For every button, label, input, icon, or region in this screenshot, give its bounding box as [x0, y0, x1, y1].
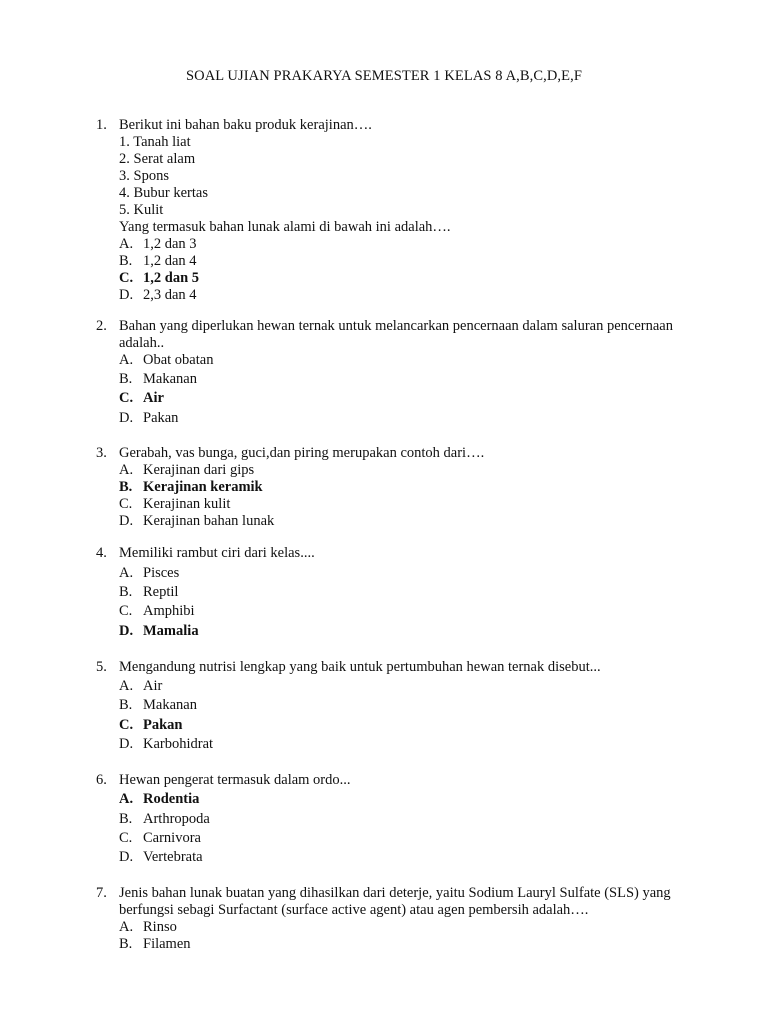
answer-option — [119, 697, 197, 714]
option-letter: B. — [119, 936, 133, 952]
option-letter: A. — [119, 565, 134, 581]
option-text: Vertebrata — [143, 849, 203, 865]
option-letter: A. — [119, 462, 134, 478]
option-text: Karbohidrat — [143, 736, 214, 752]
answer-option — [119, 565, 179, 582]
answer-option — [119, 919, 177, 936]
option-letter: C. — [119, 390, 134, 406]
answer-option-correct — [119, 791, 199, 808]
answer-option — [119, 678, 162, 695]
option-text: Arthropoda — [143, 811, 210, 827]
answer-option — [119, 236, 197, 253]
list-item: 2. Serat alam — [119, 151, 196, 167]
answer-option — [119, 352, 213, 369]
option-letter: B. — [119, 697, 133, 713]
option-letter: D. — [119, 410, 134, 426]
option-text: 2,3 dan 4 — [143, 287, 197, 303]
option-letter: C. — [119, 830, 133, 846]
list-item: 4. Bubur kertas — [119, 185, 208, 201]
question-number: 1. — [96, 117, 107, 133]
option-letter: D. — [119, 513, 134, 529]
list-item: 1. Tanah liat — [119, 134, 191, 150]
answer-option — [119, 830, 201, 847]
answer-option-correct — [119, 270, 199, 287]
option-letter: A. — [119, 352, 134, 368]
question-number: 2. — [96, 318, 107, 334]
option-text: 1,2 dan 5 — [143, 270, 200, 286]
option-text: Makanan — [143, 371, 197, 387]
option-text: 1,2 dan 4 — [143, 253, 197, 269]
answer-option-correct — [119, 390, 164, 407]
option-text: Kerajinan bahan lunak — [143, 513, 275, 529]
option-letter: D. — [119, 736, 134, 752]
option-text: Mamalia — [143, 623, 199, 639]
option-letter: C. — [119, 270, 134, 286]
option-text: Makanan — [143, 697, 197, 713]
question-stem: Memiliki rambut ciri dari kelas.... — [119, 545, 315, 561]
option-letter: B. — [119, 371, 133, 387]
option-text: 1,2 dan 3 — [143, 236, 197, 252]
answer-option — [119, 410, 178, 427]
option-letter: C. — [119, 717, 134, 733]
answer-option — [119, 513, 274, 530]
option-text: Pisces — [143, 565, 180, 581]
option-text: Kerajinan kulit — [143, 496, 231, 512]
option-letter: A. — [119, 678, 134, 694]
option-letter: C. — [119, 496, 133, 512]
answer-option — [119, 287, 197, 304]
option-letter: A. — [119, 919, 134, 935]
question-stem: Jenis bahan lunak buatan yang dihasilkan dari deterje, yaitu Sodium Lauryl Sulfate (SLS) yang berfungsi sebagi Surfactant (surface active agent) atau agen pembersih adalah…. — [119, 885, 671, 918]
answer-option — [119, 849, 203, 866]
option-text: Pakan — [143, 717, 183, 733]
option-text: Reptil — [143, 584, 179, 600]
option-letter: D. — [119, 849, 134, 865]
option-text: Kerajinan dari gips — [143, 462, 255, 478]
answer-option — [119, 371, 197, 388]
option-text: Filamen — [143, 936, 191, 952]
option-letter: B. — [119, 811, 133, 827]
question-stem: Hewan pengerat termasuk dalam ordo... — [119, 772, 351, 788]
answer-option — [119, 584, 178, 601]
answer-option-correct — [119, 717, 183, 734]
question-number: 6. — [96, 772, 107, 788]
answer-option — [119, 462, 254, 479]
list-item: 3. Spons — [119, 168, 169, 184]
answer-option — [119, 603, 195, 620]
question-number: 4. — [96, 545, 107, 561]
option-letter: B. — [119, 584, 133, 600]
option-text: Carnivora — [143, 830, 201, 846]
question-substem: Yang termasuk bahan lunak alami di bawah ini adalah…. — [119, 219, 451, 235]
option-letter: C. — [119, 603, 133, 619]
question-stem: Berikut ini bahan baku produk kerajinan…. — [119, 117, 372, 133]
option-text: Kerajinan keramik — [143, 479, 263, 495]
question-stem: Bahan yang diperlukan hewan ternak untuk melancarkan pencernaan dalam saluran pencernaan adalah.. — [119, 318, 673, 351]
option-text: Rinso — [143, 919, 177, 935]
option-letter: A. — [119, 791, 134, 807]
question-stem: Mengandung nutrisi lengkap yang baik untuk pertumbuhan hewan ternak disebut... — [119, 659, 601, 675]
question-number: 7. — [96, 885, 107, 901]
option-letter: B. — [119, 253, 133, 269]
option-text: Amphibi — [143, 603, 195, 619]
option-letter: B. — [119, 479, 133, 495]
answer-option — [119, 253, 197, 270]
option-letter: A. — [119, 236, 134, 252]
option-text: Pakan — [143, 410, 179, 426]
option-letter: D. — [119, 287, 134, 303]
option-letter: D. — [119, 623, 134, 639]
option-text: Air — [143, 678, 163, 694]
answer-option — [119, 496, 230, 513]
option-text: Obat obatan — [143, 352, 214, 368]
answer-option-correct — [119, 623, 199, 640]
option-text: Rodentia — [143, 791, 200, 807]
question-stem: Gerabah, vas bunga, guci,dan piring merupakan contoh dari…. — [119, 445, 485, 461]
answer-option — [119, 936, 191, 953]
question-number: 3. — [96, 445, 107, 461]
option-text: Air — [143, 390, 164, 406]
question-number: 5. — [96, 659, 107, 675]
answer-option — [119, 736, 213, 753]
answer-option — [119, 811, 210, 828]
answer-option-correct — [119, 479, 263, 496]
page-title: SOAL UJIAN PRAKARYA SEMESTER 1 KELAS 8 A,B,C,D,E,F — [185, 68, 583, 84]
list-item: 5. Kulit — [119, 202, 164, 218]
